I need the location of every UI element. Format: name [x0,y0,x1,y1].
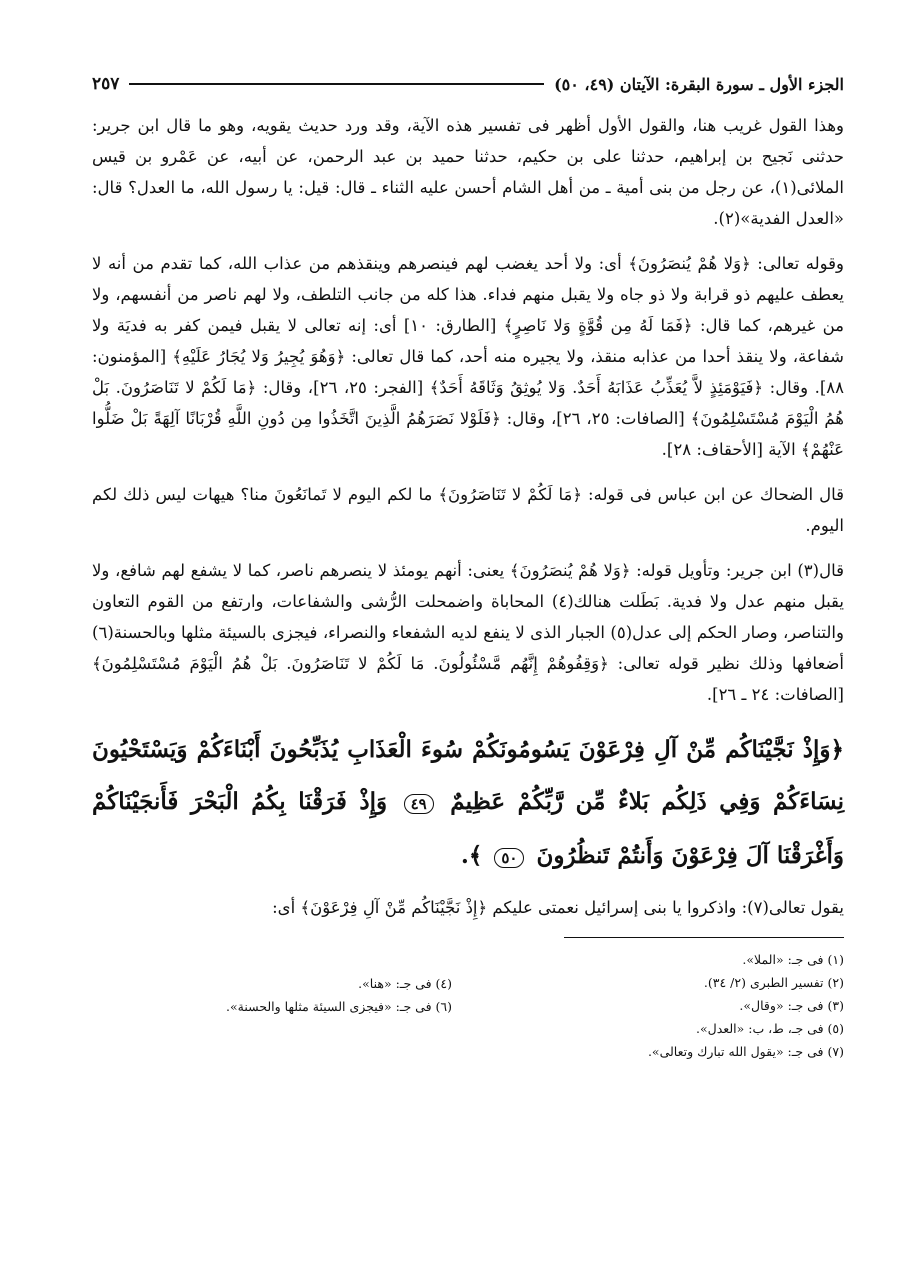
header-rule [129,83,544,85]
verse-end: ﴾. [460,842,483,869]
running-title: الجزء الأول ـ سورة البقرة: الآيتان (٤٩، ٥٠) [554,74,844,94]
paragraph-2: وقوله تعالى: ﴿وَلا هُمْ يُنصَرُونَ﴾ أى: ولا أحد يغضب لهم فينصرهم وينقذهم من عذاب الله، كما تقدم من أنه لا يعطف عليهم ذو قرابة ولا ذو جاه ولا يقبل منهم فداء. هذا كله من جانب التلطف، ولا لهم ناصر من أنفسهم، ولا من غيرهم، كما قال: ﴿فَمَا لَهُ مِن قُوَّةٍ وَلا نَاصِرٍ﴾ [الطارق: ١٠] أى: إنه تعالى لا يقبل فيمن كفر به فديَة ولا شفاعة، ولا ينقذ أحدا من عذابه منقذ، ولا يجيره منه أحد، كما قال تعالى: ﴿وَهُوَ يُجِيرُ وَلا يُجَارُ عَلَيْهِ﴾ [المؤمنون: ٨٨]. وقال: ﴿فَيَوْمَئِذٍ لاَّ يُعَذِّبُ عَذَابَهُ أَحَدٌ. وَلا يُوثِقُ وَثَاقَهُ أَحَدٌ﴾ [الفجر: ٢٥، ٢٦]، وقال: ﴿مَا لَكُمْ لا تَنَاصَرُونَ. بَلْ هُمُ الْيَوْمَ مُسْتَسْلِمُونَ﴾ [الصافات: ٢٥، ٢٦]، وقال: ﴿فَلَوْلا نَصَرَهُمُ الَّذِينَ اتَّخَذُوا مِن دُونِ اللَّهِ قُرْبَانًا آلِهَةً بَلْ ضَلُّوا عَنْهُمْ﴾ الآية [الأحقاف: ٢٨]. [92,254,845,459]
footnote-2: (٢) تفسير الطبرى (٢/ ٣٤). [703,975,844,990]
page-header [92,64,844,104]
paragraph-3: قال الضحاك عن ابن عباس فى قوله: ﴿مَا لَكُمْ لا تَنَاصَرُونَ﴾ ما لكم اليوم لا تَمانَعُونَ منا؟ هيهات ليس ذلك لكم اليوم. [92,485,844,535]
footnotes [92,948,844,1063]
verse-number-50: ٥٠ [494,848,524,868]
footnote-divider [564,937,844,938]
footnote-6: (٦) فى جـ: «فيجزى السيئة مثلها والحسنة». [226,999,452,1014]
footnote-4: (٤) فى جـ: «هنا». [358,976,452,991]
page-number: ٢٥٧ [92,74,120,94]
verse-text-part-1: ﴿وَإِذْ نَجَّيْنَاكُم مِّنْ آلِ فِرْعَوْنَ يَسُومُونَكُمْ سُوءَ الْعَذَابِ يُذَبِّحُونَ أَبْنَاءَكُمْ وَيَسْتَحْيُونَ نِسَاءَكُمْ وَفِي ذَلِكُم بَلاءٌ مِّن رَّبِّكُمْ عَظِيمٌ [92,736,844,815]
quran-verse-block [92,724,844,884]
footnotes-right-column [484,948,844,1063]
footnotes-left-column [92,948,452,1063]
paragraph-5: يقول تعالى(٧): واذكروا يا بنى إسرائيل نعمتى عليكم ﴿إِذْ نَجَّيْنَاكُم مِّنْ آلِ فِرْعَوْنَ﴾ أى: [272,898,844,917]
footnote-1: (١) فى جـ: «الملا». [742,952,844,967]
page [92,64,844,1063]
footnote-7: (٧) فى جـ: «يقول الله تبارك وتعالى». [647,1044,844,1059]
verse-text-part-2: وَإِذْ فَرَقْنَا بِكُمُ الْبَحْرَ فَأَنجَيْنَاكُمْ وَأَغْرَقْنَا آلَ فِرْعَوْنَ وَأَنتُمْ تَنظُرُونَ [92,788,844,869]
paragraph-1: وهذا القول غريب هنا، والقول الأول أظهر فى تفسير هذه الآية، وقد ورد حديث يقويه، وهو ما قال ابن جرير: حدثنى نَجيح بن إبراهيم، حدثنا على بن حكيم، حدثنا حميد بن عبد الرحمن، عن أبيه، عن عَمْرو بن قيس الملائى(١)، عن رجل من بنى أمية ـ من أهل الشام أحسن عليه الثناء ـ قال: قيل: يا رسول الله، ما العدل؟ قال: «العدل الفدية»(٢). [92,116,844,228]
footnote-5: (٥) فى جـ، ط، ب: «العدل». [696,1021,844,1036]
paragraph-4: قال(٣) ابن جرير: وتأويل قوله: ﴿وَلا هُمْ يُنصَرُونَ﴾ يعنى: أنهم يومئذ لا ينصرهم ناصر، كما لا يشفع لهم شافع، ولا يقبل منهم عدل ولا فدية. بَطَلت هنالك(٤) المحاباة واضمحلت الرُّشى والشفاعات، وارتفع من القوم التعاون والتناصر، وصار الحكم إلى عدل(٥) الجبار الذى لا ينفع لديه الشفعاء والنصراء، فيجزى بالسيئة مثلها وبالحسنة(٦) أضعافها وذلك نظير قوله تعالى: ﴿وَقِفُوهُمْ إِنَّهُم مَّسْئُولُونَ. مَا لَكُمْ لا تَنَاصَرُونَ. بَلْ هُمُ الْيَوْمَ مُسْتَسْلِمُونَ﴾ [الصافات: ٢٤ ـ ٢٦]. [92,561,844,704]
footnote-3: (٣) فى جـ: «وقال». [739,998,844,1013]
verse-number-49: ٤٩ [404,794,434,814]
